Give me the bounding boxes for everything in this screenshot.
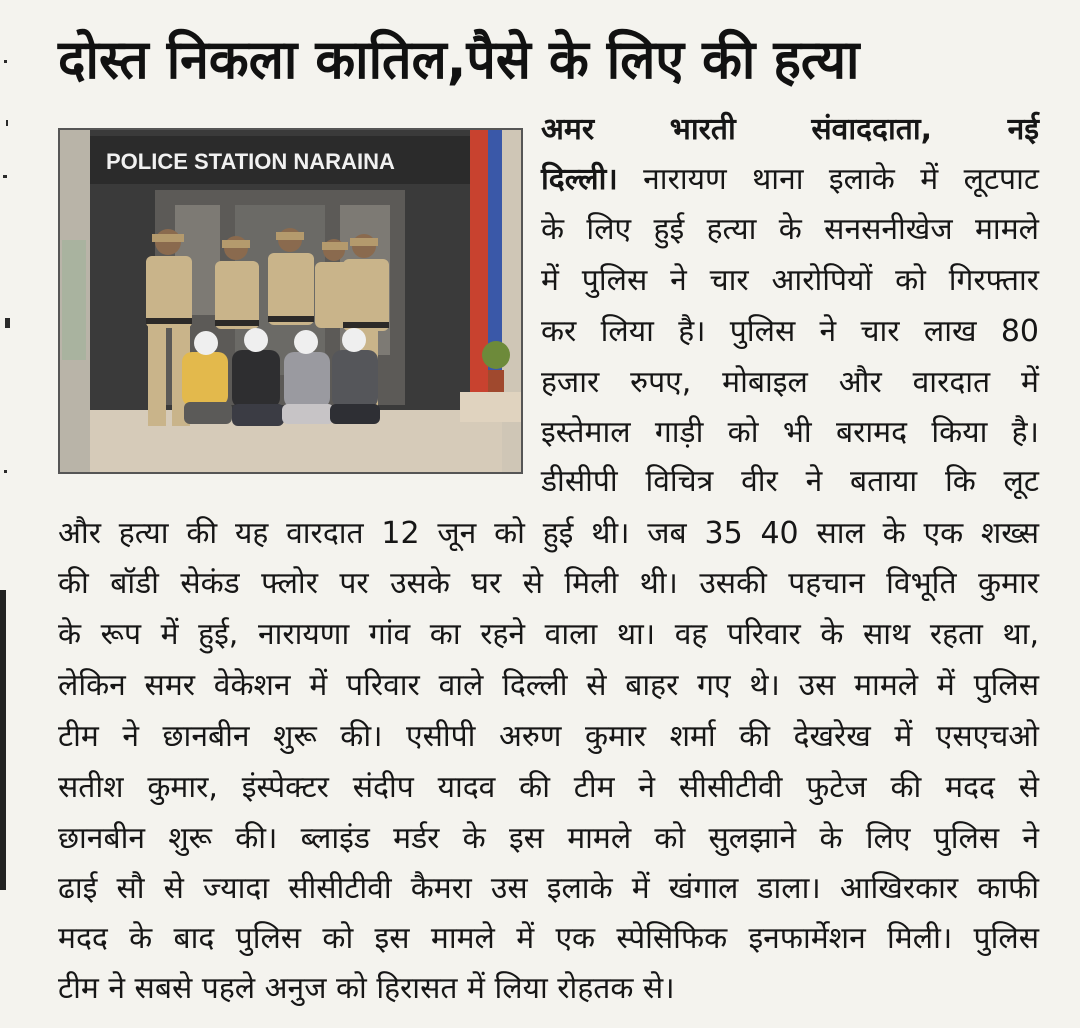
margin-speck — [3, 175, 7, 178]
article-photo — [58, 128, 523, 474]
byline: अमर भारती संवाददाता, नई — [541, 112, 1039, 147]
article-line-6: हजार रुपए, मोबाइल और वारदात में — [541, 365, 1039, 400]
photo-plant — [482, 341, 510, 369]
margin-speck — [4, 470, 7, 473]
margin-speck — [6, 120, 8, 126]
article-line-12: लेकिन समर वेकेशन में परिवार वाले दिल्ली से बाहर गए थे। उस मामले में पुलिस — [58, 668, 1039, 703]
byline-city: दिल्ली। — [541, 162, 618, 197]
margin-speck — [4, 60, 7, 63]
article-line-2 — [541, 158, 1039, 202]
article-line-7: इस्तेमाल गाड़ी को भी बरामद किया है। — [541, 415, 1039, 450]
headline: दोस्त निकला कातिल,पैसे के लिए की हत्या — [58, 28, 860, 91]
article-line-17: मदद के बाद पुलिस को इस मामले में एक स्पेसिफिक इनफार्मेशन मिली। पुलिस — [58, 921, 1039, 956]
article-line-14: सतीश कुमार, इंस्पेक्टर संदीप यादव की टीम ने सीसीटीवी फुटेज की मदद से — [58, 770, 1039, 805]
margin-edge-bar — [0, 590, 6, 890]
article-line-3: के लिए हुई हत्या के सनसनीखेज मामले — [541, 212, 1039, 247]
article-line-13: टीम ने छानबीन शुरू की। एसीपी अरुण कुमार शर्मा की देखरेख में एसएचओ — [58, 719, 1039, 754]
article-text: नारायण थाना इलाके में लूटपाट — [617, 162, 1039, 197]
article-line-9: और हत्या की यह वारदात 12 जून को हुई थी। जब 35 40 साल के एक शख्स — [58, 516, 1039, 551]
article-line-10: की बॉडी सेकंड फ्लोर पर उसके घर से मिली थी। उसकी पहचान विभूति कुमार — [58, 566, 1039, 601]
police-station-photo — [60, 130, 521, 472]
article-line-4: में पुलिस ने चार आरोपियों को गिरफ्तार — [541, 263, 1039, 298]
article-line-1 — [541, 108, 1039, 152]
police-station-sign: POLICE STATION NARAINA — [106, 149, 395, 174]
adjacent-column-marks — [0, 0, 14, 1028]
article-line-5: कर लिया है। पुलिस ने चार लाख 80 — [541, 314, 1039, 349]
article-line-11: के रूप में हुई, नारायणा गांव का रहने वाला था। वह परिवार के साथ रहता था, — [58, 617, 1039, 652]
article-line-16: ढाई सौ से ज्यादा सीसीटीवी कैमरा उस इलाके में खंगाल डाला। आखिरकार काफी — [58, 871, 1039, 906]
article-line-18: टीम ने सबसे पहले अनुज को हिरासत में लिया रोहतक से। — [58, 971, 675, 1006]
article-line-8: डीसीपी विचित्र वीर ने बताया कि लूट — [541, 464, 1039, 499]
photo-plant-pot — [488, 370, 504, 394]
margin-speck — [5, 318, 10, 328]
photo-left-graffiti — [62, 240, 86, 360]
article-line-15: छानबीन शुरू की। ब्लाइंड मर्डर के इस मामले को सुलझाने के लिए पुलिस ने — [58, 821, 1039, 856]
photo-step — [460, 392, 521, 422]
